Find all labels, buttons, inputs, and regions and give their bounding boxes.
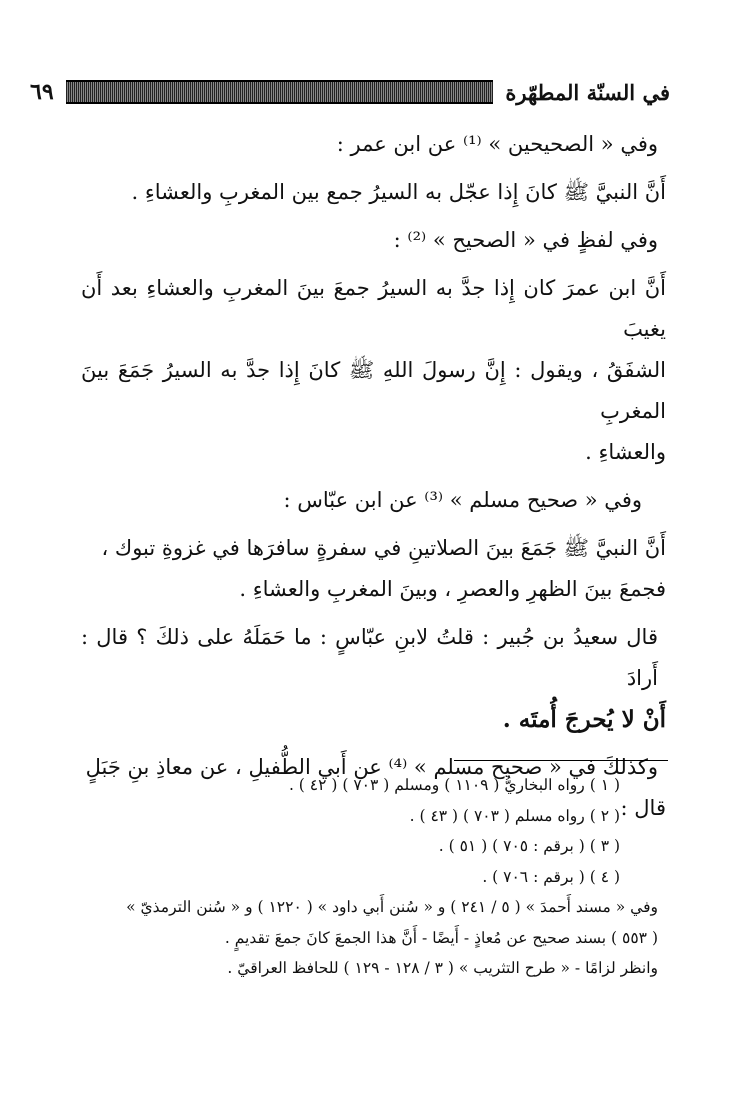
- text-line: قال :: [620, 796, 666, 820]
- footnote: ( ٤ ) ( برقم : ٧٠٦ ) .: [482, 867, 620, 886]
- text-line: أَنَّ النبيَّ ﷺ كانَ إِذا عجّل به السيرُ جمع بين المغربِ والعشاءِ .: [131, 180, 666, 204]
- page-number: ٦٩: [30, 79, 54, 105]
- footnotes: [80, 770, 668, 984]
- text-line: أَنَّ ابن عمرَ كان إِذا جدَّ به السيرُ جمعَ بينَ المغربِ والعشاءِ بعد أَن يغيبَ: [81, 276, 666, 341]
- text-line: والعشاءِ .: [585, 440, 666, 464]
- running-title: في السنّة المطهّرة: [505, 79, 670, 105]
- text-line: وفي لفظٍ في « الصحيح » ⁽²⁾ :: [393, 228, 658, 252]
- header-decorative-bar: [66, 80, 494, 104]
- text-line: وكذلكَ في « صحيح مسلم » ⁽⁴⁾ عن أَبي الطُّفيلِ ، عن معاذِ بنِ جَبَلٍ: [85, 755, 658, 779]
- text-line: الشفَقُ ، ويقول : إِنَّ رسولَ اللهِ ﷺ كانَ إِذا جدَّ به السيرُ جَمَعَ بينَ المغربِ: [81, 358, 666, 423]
- footnote: ( ٢ ) رواه مسلم ( ٧٠٣ ) ( ٤٣ ) .: [409, 806, 620, 825]
- text-line: وفي « الصحيحين » ⁽¹⁾ عن ابن عمر :: [336, 132, 658, 156]
- text-line: وفي « صحيح مسلم » ⁽³⁾ عن ابن عبّاس :: [283, 488, 642, 512]
- main-text: [81, 124, 666, 836]
- page-header: [30, 74, 670, 110]
- footnote-separator: [454, 760, 668, 761]
- footnote-continuation: ( ٥٥٣ ) بسند صحيح عن مُعاذٍ - أَيضًا - أَنَّ هذا الجمعَ كانَ جمعَ تقديمٍ .: [224, 928, 658, 947]
- footnote-continuation: وفي « مسند أَحمدَ » ( ٥ / ٢٤١ ) و « سُنن أَبي داود » ( ١٢٢٠ ) و « سُنن الترمذيّ »: [126, 898, 658, 916]
- footnote-continuation: وانظر لزامًا - « طرح التثريب » ( ٣ / ١٢٨ - ١٢٩ ) للحافظ العراقيّ .: [227, 959, 658, 977]
- footnote: ( ٣ ) ( برقم : ٧٠٥ ) ( ٥١ ) .: [438, 837, 620, 855]
- footnote: ( ١ ) رواه البخاريُّ ( ١١٠٩ ) ومسلم ( ٧٠٣ ) ( ٤٢ ) .: [288, 776, 620, 794]
- text-line: قال سعيدُ بن جُبير : قلتُ لابنِ عبّاسٍ : ما حَمَلَهُ على ذلكَ ؟ قال : أَرادَ: [81, 625, 658, 690]
- text-line-bold: أَنْ لا يُحرجَ أُمتَه .: [502, 706, 666, 733]
- text-line: أَنَّ النبيَّ ﷺ جَمَعَ بينَ الصلاتينِ في سفرةٍ سافرَها في غزوةِ تبوك ،: [101, 536, 666, 560]
- text-line: فجمعَ بينَ الظهرِ والعصرِ ، وبينَ المغربِ والعشاءِ .: [239, 577, 666, 601]
